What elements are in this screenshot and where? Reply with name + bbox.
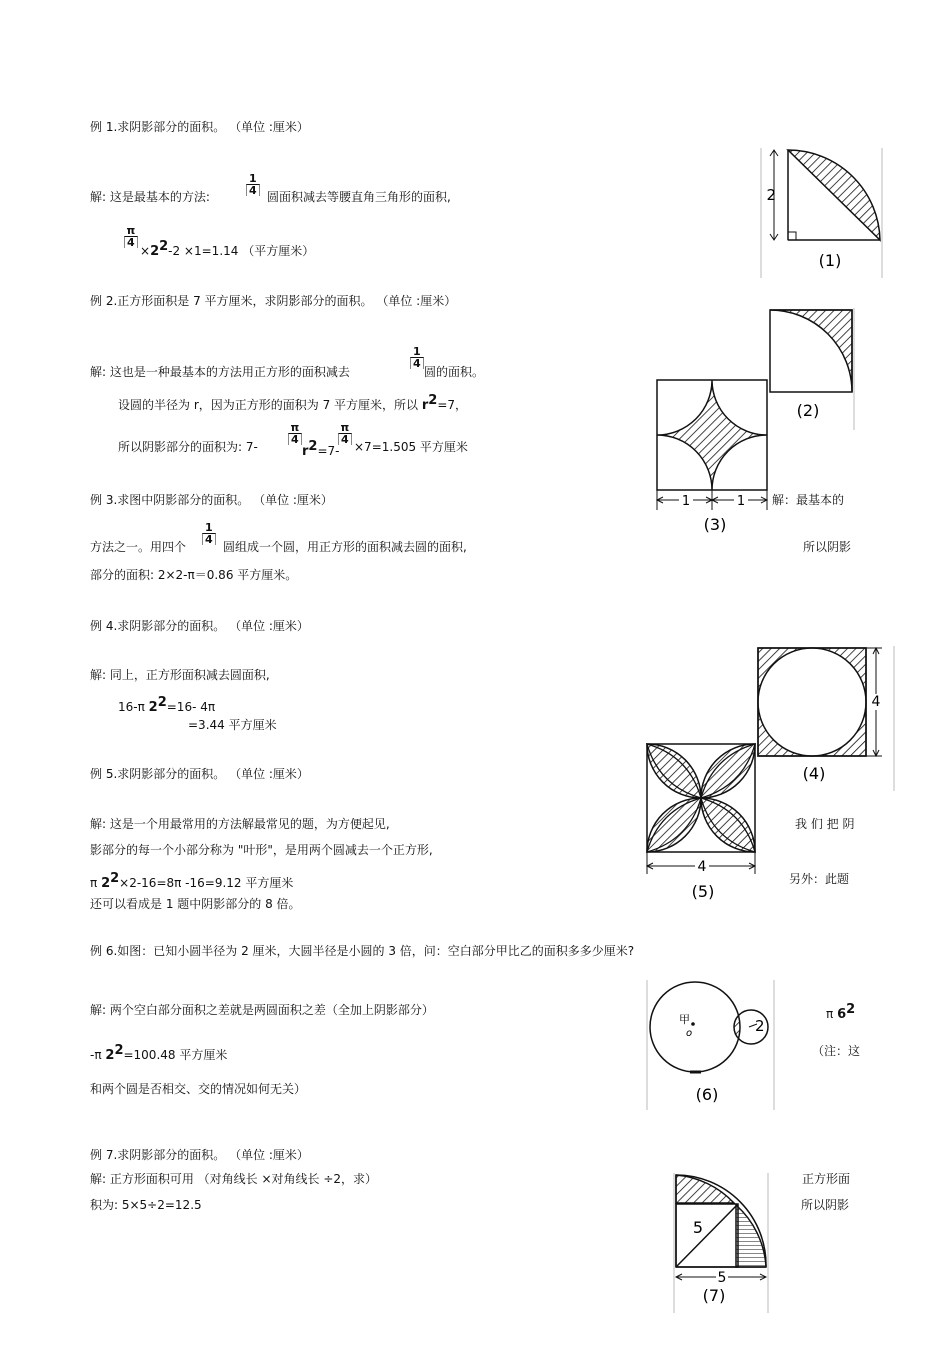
ex2-line3-label: 所以阴影部分的面积为: 7-	[118, 440, 258, 454]
ex3-right-a: 解：最基本的	[772, 493, 845, 507]
ex6-right-base: 6	[837, 1007, 847, 1022]
ex7-caption: (7)	[702, 1286, 726, 1305]
ex1-frac-den: 4	[246, 184, 260, 196]
ex3-line2-a: 方法之一。用四个	[90, 540, 187, 554]
ex2-pi-den-b: 4	[338, 433, 352, 445]
ex3-frac-den: 4	[202, 533, 216, 545]
ex4-caption: (4)	[802, 764, 826, 783]
ex1-shaded-segment	[788, 150, 880, 240]
ex5-calc-a: π	[90, 876, 98, 890]
ex2-line3-mid	[302, 440, 340, 459]
ex2-solution-label: 解: 这也是一种最基本的方法用正方形的面积减去	[90, 365, 350, 379]
ex5-dim: 4	[697, 859, 707, 875]
ex6-right-pi: π	[826, 1007, 834, 1021]
ex2-line2-text: 设圆的半径为 r，因为正方形的面积为 7 平方厘米，所以	[118, 398, 419, 412]
ex4-calc1-b: =16- 4π	[166, 700, 216, 714]
ex1-pi-num: π	[126, 224, 136, 237]
ex2-title: 例 2.正方形面积是 7 平方厘米，求阴影部分的面积。 （单位 :厘米）	[90, 294, 457, 308]
ex2-fraction	[410, 346, 424, 369]
ex6-right-a	[826, 1003, 855, 1022]
ex7-solution: 解: 正方形面积可用 （对角线长 ×对角线长 ÷2，求）	[90, 1172, 378, 1186]
ex5-calc-sup: 2	[110, 871, 120, 886]
ex3-dim-left: 1	[681, 494, 691, 509]
ex4-calc1-sup: 2	[157, 695, 167, 710]
ex5-right-b: 另外：此题	[789, 872, 850, 886]
ex2-pi-fraction-a	[288, 422, 302, 445]
ex3-dim-right: 1	[736, 494, 746, 509]
ex6-calc-b: =100.48 平方厘米	[123, 1048, 228, 1062]
ex5-calc-b: ×2-16=8π -16=9.12 平方厘米	[119, 876, 294, 890]
ex3-line2-b: 圆组成一个圆，用正方形的面积减去圆的面积,	[223, 540, 467, 554]
ex5-leaves	[647, 739, 755, 852]
ex2-line3-sup: 2	[308, 439, 318, 454]
ex2-solution-tail: 圆的面积。	[424, 365, 485, 379]
ex6-calc	[90, 1044, 227, 1063]
ex1-frac-num: 1	[249, 172, 257, 185]
ex1-figure	[760, 148, 885, 278]
ex4-title: 例 4.求阴影部分的面积。 （单位 :厘米）	[90, 619, 309, 633]
ex7-diag-label: 5	[692, 1218, 704, 1237]
ex7-right-a: 正方形面	[802, 1172, 851, 1186]
ex1-calc-sup: 2	[159, 239, 169, 254]
ex3-figure	[655, 378, 770, 538]
ex5-right-a: 我 们 把 阴	[795, 817, 855, 831]
ex6-title: 例 6.如图：已知小圆半径为 2 厘米，大圆半径是小圆的 3 倍，问：空白部分甲比乙的面积多多少厘米?	[90, 944, 635, 958]
ex3-line3: 部分的面积: 2×2-π＝0.86 平方厘米。	[90, 568, 298, 582]
ex6-right-sup: 2	[846, 1002, 856, 1017]
ex2-line3-r: r	[302, 444, 309, 459]
ex7-title: 例 7.求阴影部分的面积。 （单位 :厘米）	[90, 1148, 309, 1162]
ex5-calc-base: 2	[101, 876, 111, 891]
ex4-solution: 解: 同上，正方形面积减去圆面积,	[90, 668, 270, 682]
ex3-right-b: 所以阴影	[803, 540, 852, 554]
ex5-title: 例 5.求阴影部分的面积。 （单位 :厘米）	[90, 767, 309, 781]
ex2-line2-r: r	[421, 398, 429, 413]
ex3-fraction	[202, 522, 216, 545]
ex3-title: 例 3.求图中阴影部分的面积。 （单位 :厘米）	[90, 493, 333, 507]
ex1-side-label: 2	[766, 186, 776, 204]
ex1-pi-fraction	[124, 225, 138, 248]
ex7-right-b: 所以阴影	[801, 1198, 850, 1212]
ex4-circle	[758, 648, 866, 756]
ex2-line3-result: ×7=1.505 平方厘米	[354, 440, 468, 454]
ex7-figure	[672, 1173, 772, 1313]
ex2-line2-sup: 2	[428, 393, 438, 408]
ex6-calc-a: -π	[90, 1048, 102, 1062]
ex1-caption: (1)	[818, 251, 842, 270]
ex2-line3-m: =7-	[317, 444, 340, 458]
ex3-caption: (3)	[703, 515, 727, 534]
ex1-calc-op: ×	[140, 244, 151, 258]
ex2-frac-num: 1	[413, 345, 421, 358]
ex5-figure	[645, 742, 765, 907]
ex2-line2	[118, 394, 467, 413]
ex1-solution-label: 解: 这是最基本的方法:	[90, 190, 210, 204]
ex7-line2: 积为: 5×5÷2=12.5	[90, 1198, 202, 1212]
ex2-shaded-region	[770, 310, 852, 392]
ex6-solution: 解: 两个空白部分面积之差就是两圆面积之差（全加上阴影部分）	[90, 1003, 434, 1017]
ex1-solution-text: 圆面积减去等腰直角三角形的面积,	[267, 190, 451, 204]
ex6-line3: 和两个圆是否相交、交的情况如何无关）	[90, 1082, 307, 1096]
ex5-solution: 解: 这是一个用最常用的方法解最常见的题，为方便起见,	[90, 817, 390, 831]
ex4-figure	[756, 646, 896, 791]
ex6-label-2: 2	[755, 1017, 765, 1035]
ex2-figure	[768, 308, 858, 430]
ex4-calc1	[118, 696, 215, 715]
ex4-calc2: =3.44 平方厘米	[188, 718, 277, 732]
ex2-pi-num-b: π	[340, 421, 350, 434]
ex6-right-b: （注：这	[812, 1044, 861, 1058]
ex4-dim: 4	[871, 694, 881, 710]
ex5-line2: 影部分的每一个小部分称为 "叶形"，是用两个圆减去一个正方形,	[90, 843, 433, 857]
ex2-pi-num-a: π	[290, 421, 300, 434]
ex2-caption: (2)	[796, 401, 820, 420]
ex1-pi-den: 4	[124, 236, 138, 248]
ex1-fraction	[246, 173, 260, 196]
ex4-calc1-base: 2	[148, 700, 158, 715]
ex5-calc	[90, 872, 293, 891]
ex6-figure	[645, 980, 777, 1110]
ex6-calc-sup: 2	[114, 1043, 124, 1058]
ex4-calc1-a: 16-π	[118, 700, 145, 714]
ex1-calculation	[140, 240, 314, 259]
ex2-pi-fraction-b	[338, 422, 352, 445]
ex1-calc-rest: -2 ×1=1.14 （平方厘米）	[168, 244, 315, 258]
ex2-line2-end: =7，	[437, 398, 468, 412]
ex5-line4: 还可以看成是 1 题中阴影部分的 8 倍。	[90, 897, 301, 911]
ex7-dim: 5	[717, 1270, 727, 1286]
ex1-title: 例 1.求阴影部分的面积。 （单位 :厘米）	[90, 120, 309, 134]
ex2-pi-den-a: 4	[288, 433, 302, 445]
ex2-frac-den: 4	[410, 357, 424, 369]
ex6-big-circle	[650, 982, 740, 1072]
ex6-calc-base: 2	[105, 1048, 115, 1063]
ex1-calc-base: 2	[150, 244, 160, 259]
ex6-label-jia: 甲	[679, 1013, 690, 1026]
ex3-frac-num: 1	[205, 521, 213, 534]
ex6-caption: (6)	[695, 1085, 719, 1104]
ex5-caption: (5)	[691, 882, 715, 901]
ex6-label-o: o	[686, 1028, 693, 1039]
